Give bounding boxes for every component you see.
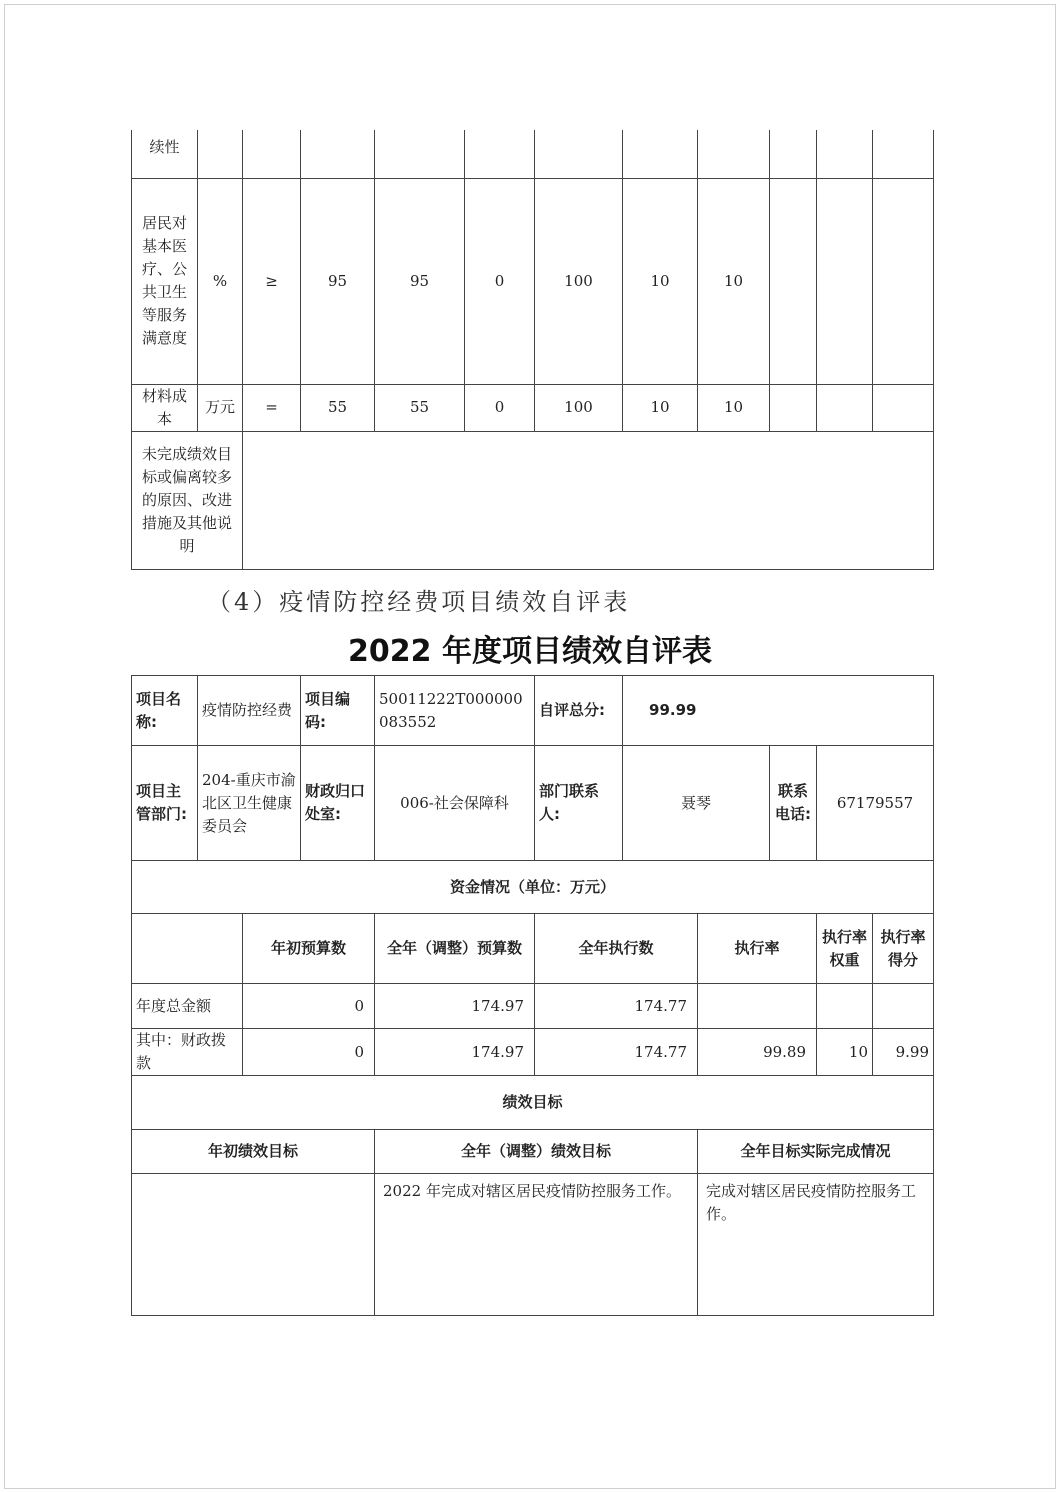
empty-cell (873, 130, 934, 178)
table-row (132, 746, 934, 861)
col-rate-score: 执行率得分 (873, 914, 934, 984)
indicator-unit: 万元 (198, 384, 243, 431)
indicator-weight: 10 (623, 178, 698, 384)
indicator-table-continued (131, 130, 934, 570)
indicator-deviation: 0 (465, 384, 535, 431)
empty-cell (817, 178, 873, 384)
indicator-symbol (243, 130, 301, 178)
col-actual-completion: 全年目标实际完成情况 (698, 1130, 934, 1174)
project-name-label: 项目名称: (132, 676, 198, 746)
indicator-unit (198, 130, 243, 178)
indicator-name: 材料成本 (132, 384, 198, 431)
contact-value: 聂琴 (623, 746, 770, 861)
actual-completion: 完成对辖区居民疫情防控服务工作。 (698, 1174, 934, 1316)
self-score: 99.99 (623, 676, 934, 746)
goals-section-title: 绩效目标 (132, 1076, 934, 1130)
fund-rate (698, 984, 817, 1029)
fund-initial: 0 (243, 984, 375, 1029)
project-name: 疫情防控经费 (198, 676, 301, 746)
indicator-score: 10 (698, 178, 770, 384)
table-row (132, 1029, 934, 1076)
fund-executed: 174.77 (535, 1029, 698, 1076)
indicator-name: 居民对基本医疗、公共卫生等服务满意度 (132, 178, 198, 384)
table-row (132, 914, 934, 984)
note-value (243, 431, 934, 569)
indicator-target: 55 (301, 384, 375, 431)
indicator-actual: 55 (375, 384, 465, 431)
fund-row-label: 年度总金额 (132, 984, 243, 1029)
indicator-deviation: 0 (465, 178, 535, 384)
fund-initial: 0 (243, 1029, 375, 1076)
indicator-completion (535, 130, 623, 178)
fund-score (873, 984, 934, 1029)
table-row (132, 178, 934, 384)
form-title: 2022 年度项目绩效自评表 (348, 634, 712, 669)
indicator-weight (623, 130, 698, 178)
indicator-completion: 100 (535, 384, 623, 431)
empty-cell (770, 178, 817, 384)
funds-section-title: 资金情况（单位：万元） (132, 861, 934, 914)
indicator-symbol: = (243, 384, 301, 431)
table-row (132, 1174, 934, 1316)
adjusted-goal: 2022 年完成对辖区居民疫情防控服务工作。 (375, 1174, 698, 1316)
empty-cell (770, 384, 817, 431)
empty-cell (817, 130, 873, 178)
fund-weight: 10 (817, 1029, 873, 1076)
col-execution-rate: 执行率 (698, 914, 817, 984)
indicator-score: 10 (698, 384, 770, 431)
fund-score: 9.99 (873, 1029, 934, 1076)
phone-value: 67179557 (817, 746, 934, 861)
indicator-score (698, 130, 770, 178)
fund-adjusted: 174.97 (375, 1029, 535, 1076)
table-row (132, 984, 934, 1029)
dept-value: 204-重庆市渝北区卫生健康委员会 (198, 746, 301, 861)
indicator-target (301, 130, 375, 178)
table-row (132, 384, 934, 431)
fund-rate: 99.89 (698, 1029, 817, 1076)
self-evaluation-table (131, 675, 934, 1316)
project-code: 50011222T000000083552 (375, 676, 535, 746)
self-score-label: 自评总分: (535, 676, 623, 746)
col-initial-goal: 年初绩效目标 (132, 1130, 375, 1174)
indicator-weight: 10 (623, 384, 698, 431)
empty-cell (132, 914, 243, 984)
contact-label: 部门联系人: (535, 746, 623, 861)
initial-goal (132, 1174, 375, 1316)
table-row (132, 431, 934, 569)
dept-label: 项目主管部门: (132, 746, 198, 861)
fund-adjusted: 174.97 (375, 984, 535, 1029)
finance-office-value: 006-社会保障科 (375, 746, 535, 861)
fund-executed: 174.77 (535, 984, 698, 1029)
indicator-deviation (465, 130, 535, 178)
indicator-name: 续性 (132, 130, 198, 178)
table-row (132, 130, 934, 178)
indicator-symbol: ≥ (243, 178, 301, 384)
finance-office-label: 财政归口处室: (301, 746, 375, 861)
indicator-target: 95 (301, 178, 375, 384)
table-row (132, 861, 934, 914)
table-row (132, 1076, 934, 1130)
col-initial-budget: 年初预算数 (243, 914, 375, 984)
col-rate-weight: 执行率权重 (817, 914, 873, 984)
fund-row-label: 其中：财政拨款 (132, 1029, 243, 1076)
col-executed: 全年执行数 (535, 914, 698, 984)
table-row (132, 676, 934, 746)
col-adjusted-budget: 全年（调整）预算数 (375, 914, 535, 984)
note-label: 未完成绩效目标或偏离较多的原因、改进措施及其他说明 (132, 431, 243, 569)
empty-cell (817, 384, 873, 431)
phone-label: 联系电话: (770, 746, 817, 861)
indicator-unit: % (198, 178, 243, 384)
project-code-label: 项目编码: (301, 676, 375, 746)
fund-weight (817, 984, 873, 1029)
indicator-actual: 95 (375, 178, 465, 384)
empty-cell (873, 384, 934, 431)
indicator-actual (375, 130, 465, 178)
empty-cell (770, 130, 817, 178)
table-row (132, 1130, 934, 1174)
section-caption: （4）疫情防控经费项目绩效自评表 (207, 588, 631, 616)
indicator-completion: 100 (535, 178, 623, 384)
col-adjusted-goal: 全年（调整）绩效目标 (375, 1130, 698, 1174)
empty-cell (873, 178, 934, 384)
